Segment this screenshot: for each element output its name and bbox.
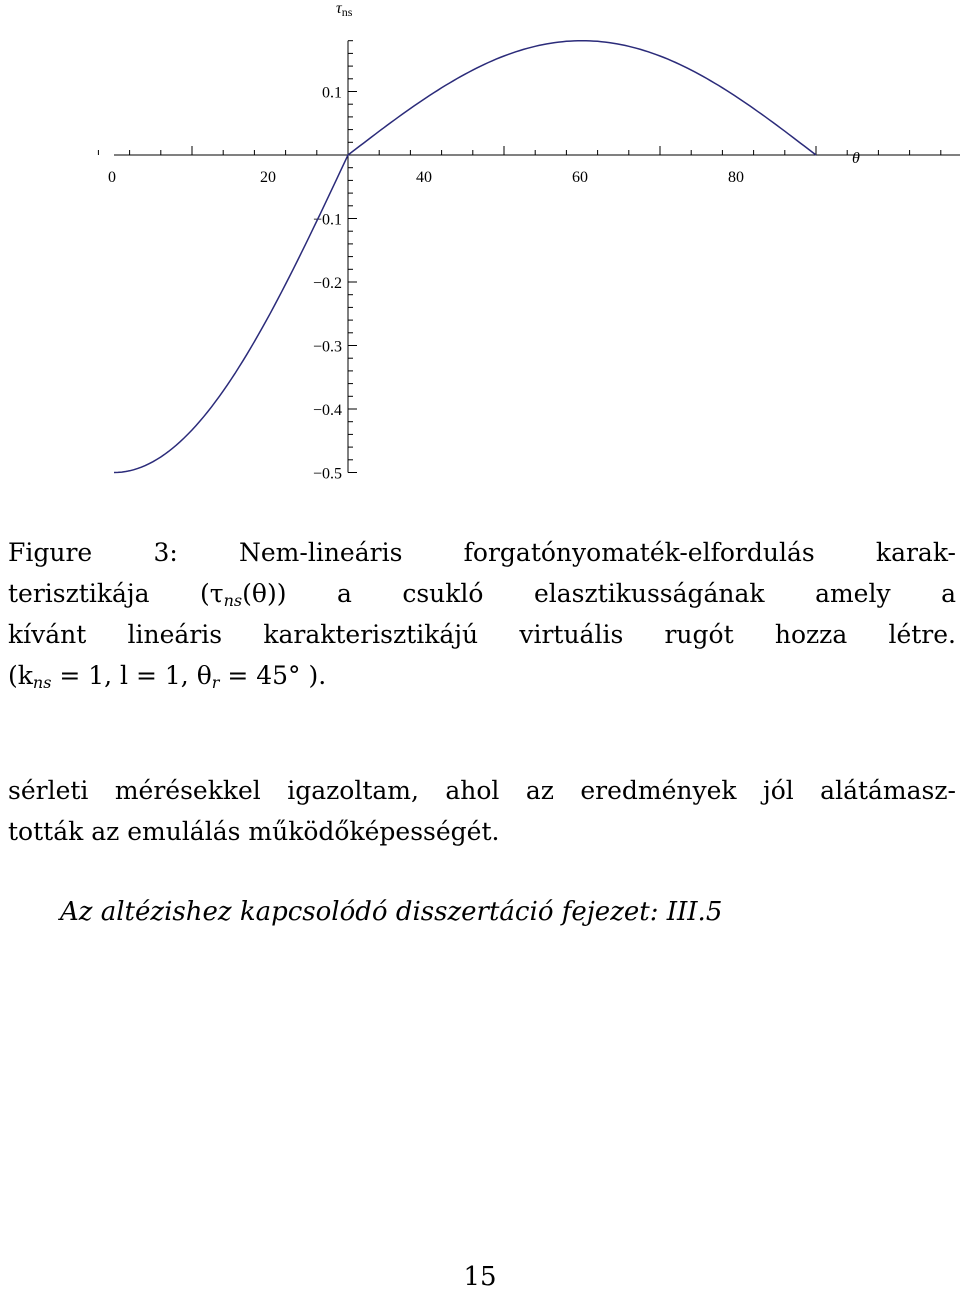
x-tick-label: 40 [416,169,432,186]
x-tick-label: 80 [728,169,744,186]
x-tick-label: 60 [572,169,588,186]
x-tick-label: 0 [108,169,116,186]
series-line [114,41,816,473]
y-axis-label: τns [336,0,353,19]
figure-caption [8,532,956,696]
chart [0,0,960,500]
x-tick-label: 20 [260,169,276,186]
chart-axes [114,41,960,473]
y-tick-label: −0.4 [312,402,342,419]
x-axis-label: θ [852,150,860,167]
y-tick-label: −0.3 [312,338,342,356]
caption-line-3: kívánt lineáris karakterisztikájú virtuális rugót hozza létre. [8,620,956,649]
chapter-reference: Az altézishez kapcsolódó disszertáció fejezet: III.5 [60,897,723,927]
caption-line-4: ($k_{ns} = 1$, l = 1, $\theta_r = 45^\circ$ ). [8,661,327,692]
body-line-2: tották az emulálás működőképességét. [8,817,500,846]
chart-ticks [98,41,960,473]
caption-line-2: terisztikája $(\tau_{ns}(\theta))$ a csukló elasztikusságának amely a [8,579,956,610]
y-tick-label: 0.1 [322,84,342,102]
y-tick-label: −0.2 [312,275,342,292]
y-tick-label: −0.1 [312,211,342,229]
chart-tick-labels [108,85,744,483]
caption-line-1: Figure 3: Nem-lineáris forgatónyomaték-elfordulás karak- [8,538,956,567]
body-paragraph [8,770,956,852]
body-line-1: sérleti mérésekkel igazoltam, ahol az eredmények jól alátámasz- [8,776,956,805]
y-tick-label: −0.5 [312,465,342,483]
page-number: 15 [463,1262,497,1292]
